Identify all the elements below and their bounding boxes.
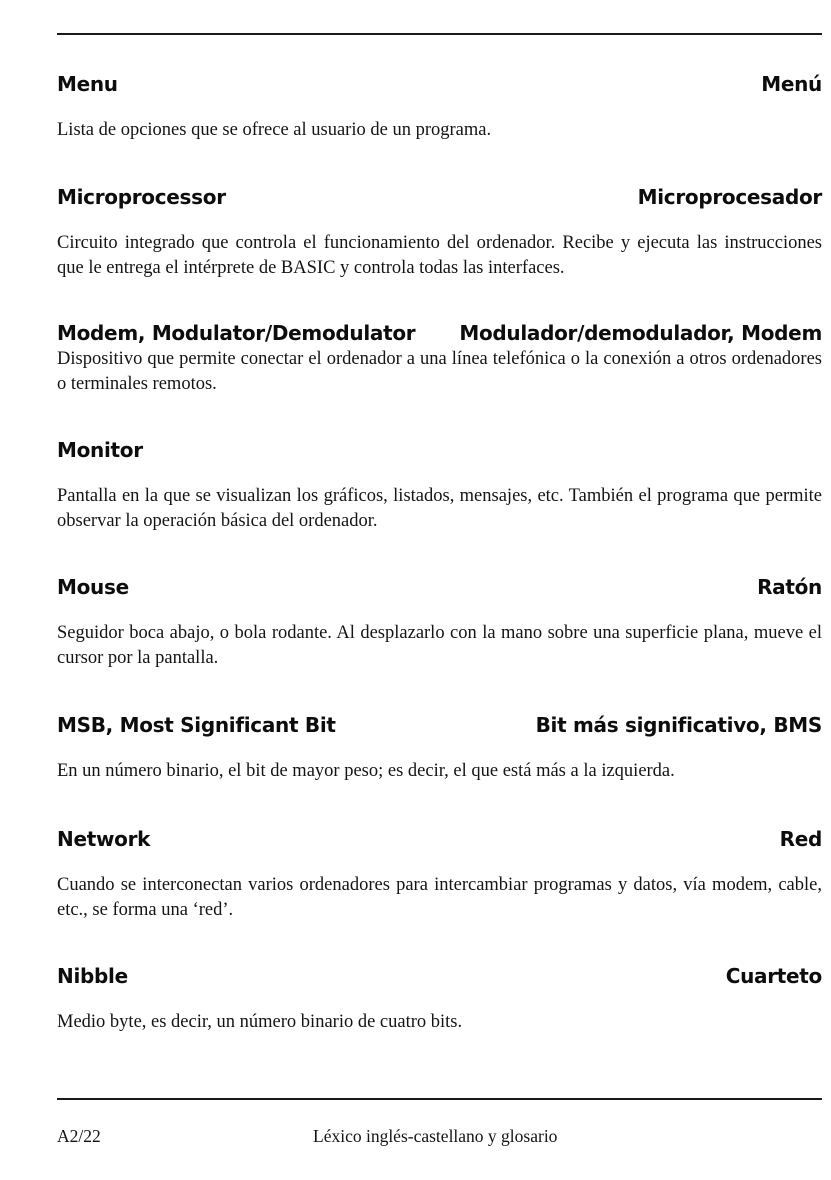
term-english: Mouse	[57, 575, 129, 599]
entry-microprocessor	[57, 184, 822, 281]
term-spanish: Cuarteto	[725, 964, 822, 988]
page-number: A2/22	[57, 1126, 101, 1146]
entry-heading	[57, 574, 822, 600]
entry-mouse	[57, 574, 822, 671]
entry-definition: Cuando se interconectan varios ordenadores para intercambiar programas y datos, vía modem, cable, etc., se forma una ‘red’.	[57, 875, 822, 920]
entry-msb	[57, 712, 822, 784]
top-rule	[57, 33, 822, 35]
term-spanish: Modulador/demodulador, Modem	[459, 321, 822, 345]
entry-definition: Lista de opciones que se ofrece al usuario de un programa.	[57, 120, 492, 140]
footer-title: Léxico inglés-castellano y glosario	[313, 1126, 558, 1146]
term-english: Modem, Modulator/Demodulator	[57, 321, 416, 345]
term-english: Monitor	[57, 438, 143, 462]
term-english: Nibble	[57, 964, 128, 988]
entry-network	[57, 826, 822, 923]
entry-heading	[57, 963, 822, 989]
entry-definition: En un número binario, el bit de mayor peso; es decir, el que está más a la izquierda.	[57, 761, 675, 781]
entry-heading	[57, 826, 822, 852]
entry-monitor	[57, 437, 822, 534]
term-spanish: Ratón	[757, 575, 822, 599]
term-english: Microprocessor	[57, 185, 226, 209]
term-english: Network	[57, 827, 151, 851]
entry-definition: Pantalla en la que se visualizan los gráficos, listados, mensajes, etc. También el programa que permite observar la operación básica del ordenador.	[57, 486, 822, 531]
entry-menu	[57, 71, 822, 143]
bottom-rule	[57, 1098, 822, 1100]
entry-definition: Seguidor boca abajo, o bola rodante. Al desplazarlo con la mano sobre una superficie plana, mueve el cursor por la pantalla.	[57, 623, 822, 668]
term-english: MSB, Most Significant Bit	[57, 713, 336, 737]
term-spanish: Microprocesador	[637, 185, 822, 209]
term-spanish: Red	[779, 827, 822, 851]
entry-nibble	[57, 963, 822, 1035]
entry-heading	[57, 437, 822, 463]
entry-definition: Dispositivo que permite conectar el ordenador a una línea telefónica o la conexión a otros ordenadores o terminales remotos.	[57, 349, 822, 394]
term-spanish: Bit más significativo, BMS	[535, 713, 822, 737]
entry-definition: Circuito integrado que controla el funcionamiento del ordenador. Recibe y ejecuta las instrucciones que le entrega el intérprete de BASIC y controla todas las interfaces.	[57, 233, 822, 278]
term-english: Menu	[57, 72, 118, 96]
entry-heading	[57, 712, 822, 738]
entry-definition: Medio byte, es decir, un número binario de cuatro bits.	[57, 1012, 463, 1032]
entry-heading	[57, 320, 822, 346]
entry-modem	[57, 320, 822, 397]
entry-heading	[57, 184, 822, 210]
entry-heading	[57, 71, 822, 97]
term-spanish: Menú	[761, 72, 822, 96]
